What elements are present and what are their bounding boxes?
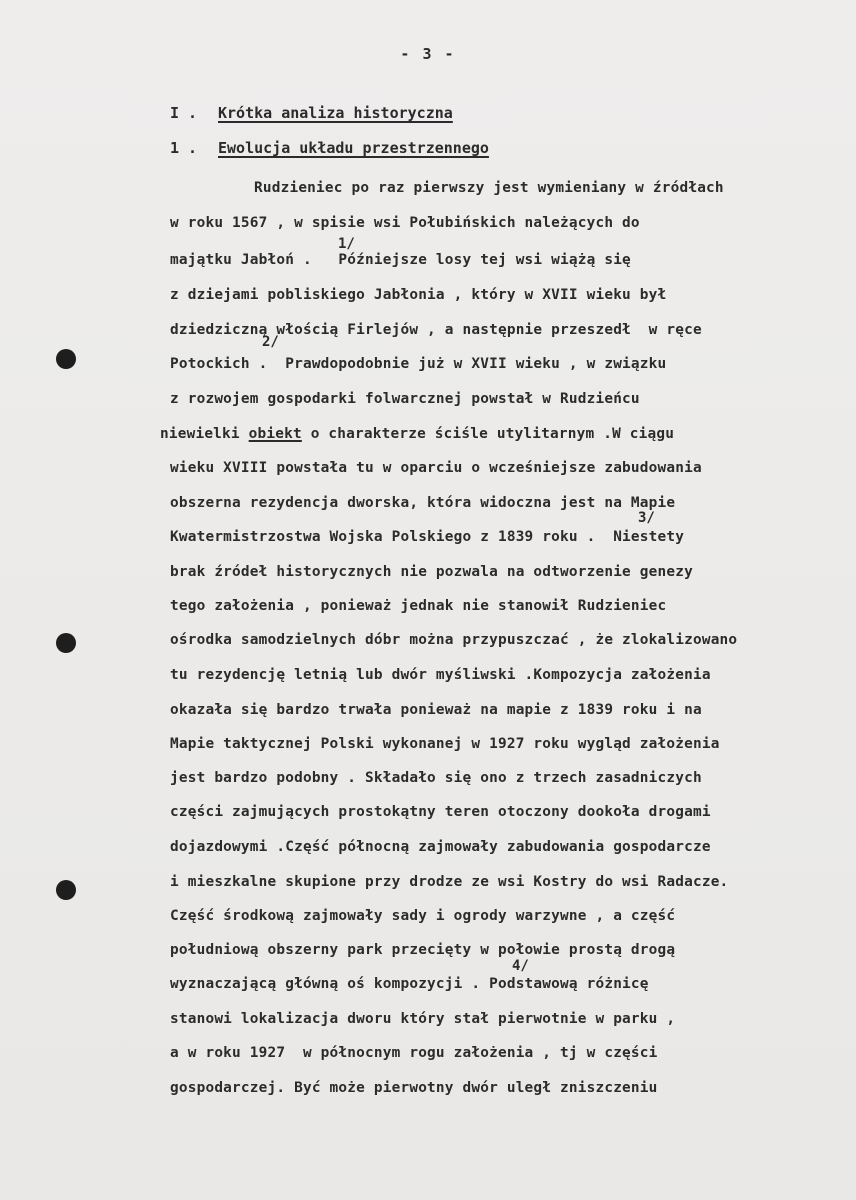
text-line: jest bardzo podobny . Składało się ono z trzech zasadniczych: [170, 770, 702, 786]
text-line: a w roku 1927 w północnym rogu założenia , tj w części: [170, 1045, 658, 1061]
text-line: Rudzieniec po raz pierwszy jest wymieniany w źródłach: [254, 180, 724, 196]
text-line: Potockich . Prawdopodobnie już w XVII wieku , w związku: [170, 356, 667, 372]
text-line: stanowi lokalizacja dworu który stał pierwotnie w parku ,: [170, 1011, 676, 1027]
text-line: części zajmujących prostokątny teren otoczony dookoła drogami: [170, 804, 711, 820]
footnote-ref: 3/: [638, 510, 655, 526]
text-line: w roku 1567 , w spisie wsi Połubińskich należących do: [170, 215, 640, 231]
underlined-word: obiekt: [248, 426, 302, 442]
text-line: majątku Jabłoń . Późniejsze losy tej wsi wiążą się: [170, 252, 631, 268]
punch-hole: [56, 633, 76, 653]
text-line: Część środkową zajmowały sady i ogrody warzywne , a część: [170, 908, 676, 924]
subsection-title: Ewolucja układu przestrzennego: [218, 139, 489, 157]
text-line: [160, 426, 674, 442]
section-heading: [170, 104, 453, 122]
footnote-ref: 1/: [338, 236, 355, 252]
subsection-heading: [170, 139, 489, 157]
footnote-ref: 2/: [262, 334, 279, 350]
text-line: południową obszerny park przecięty w połowie prostą drogą: [170, 942, 676, 958]
punch-hole: [56, 349, 76, 369]
punch-hole: [56, 880, 76, 900]
text-line: okazała się bardzo trwała ponieważ na mapie z 1839 roku i na: [170, 702, 702, 718]
text-line: ośrodka samodzielnych dóbr można przypuszczać , że zlokalizowano: [170, 632, 738, 648]
text-line: gospodarczej. Być może pierwotny dwór uległ zniszczeniu: [170, 1080, 658, 1096]
section-number: I .: [170, 104, 198, 122]
text-line: z rozwojem gospodarki folwarcznej powstał w Rudzieńcu: [170, 391, 640, 407]
text-line: tego założenia , ponieważ jednak nie stanowił Rudzieniec: [170, 598, 667, 614]
text-line: i mieszkalne skupione przy drodze ze wsi Kostry do wsi Radacze.: [170, 874, 729, 890]
text-line: dziedziczną włością Firlejów , a następnie przeszedł w ręce: [170, 322, 702, 338]
text-line: obszerna rezydencja dworska, która widoczna jest na Mapie: [170, 495, 676, 511]
footnote-ref: 4/: [512, 958, 529, 974]
text-line: wyznaczającą główną oś kompozycji . Podstawową różnicę: [170, 976, 649, 992]
subsection-number: 1 .: [170, 139, 198, 157]
page-number: - 3 -: [400, 45, 456, 63]
text-fragment: niewielki: [160, 426, 249, 442]
text-line: wieku XVIII powstała tu w oparciu o wcześniejsze zabudowania: [170, 460, 702, 476]
text-line: Mapie taktycznej Polski wykonanej w 1927 roku wygląd założenia: [170, 736, 720, 752]
section-title: Krótka analiza historyczna: [218, 104, 453, 122]
text-line: tu rezydencję letnią lub dwór myśliwski .Kompozycja założenia: [170, 667, 711, 683]
text-line: brak źródeł historycznych nie pozwala na odtworzenie genezy: [170, 564, 693, 580]
text-line: dojazdowymi .Część północną zajmowały zabudowania gospodarcze: [170, 839, 711, 855]
text-line: z dziejami pobliskiego Jabłonia , który w XVII wieku był: [170, 287, 667, 303]
text-line: Kwatermistrzostwa Wojska Polskiego z 1839 roku . Niestety: [170, 529, 685, 545]
text-fragment: o charakterze ściśle utylitarnym .W ciągu: [310, 426, 675, 442]
